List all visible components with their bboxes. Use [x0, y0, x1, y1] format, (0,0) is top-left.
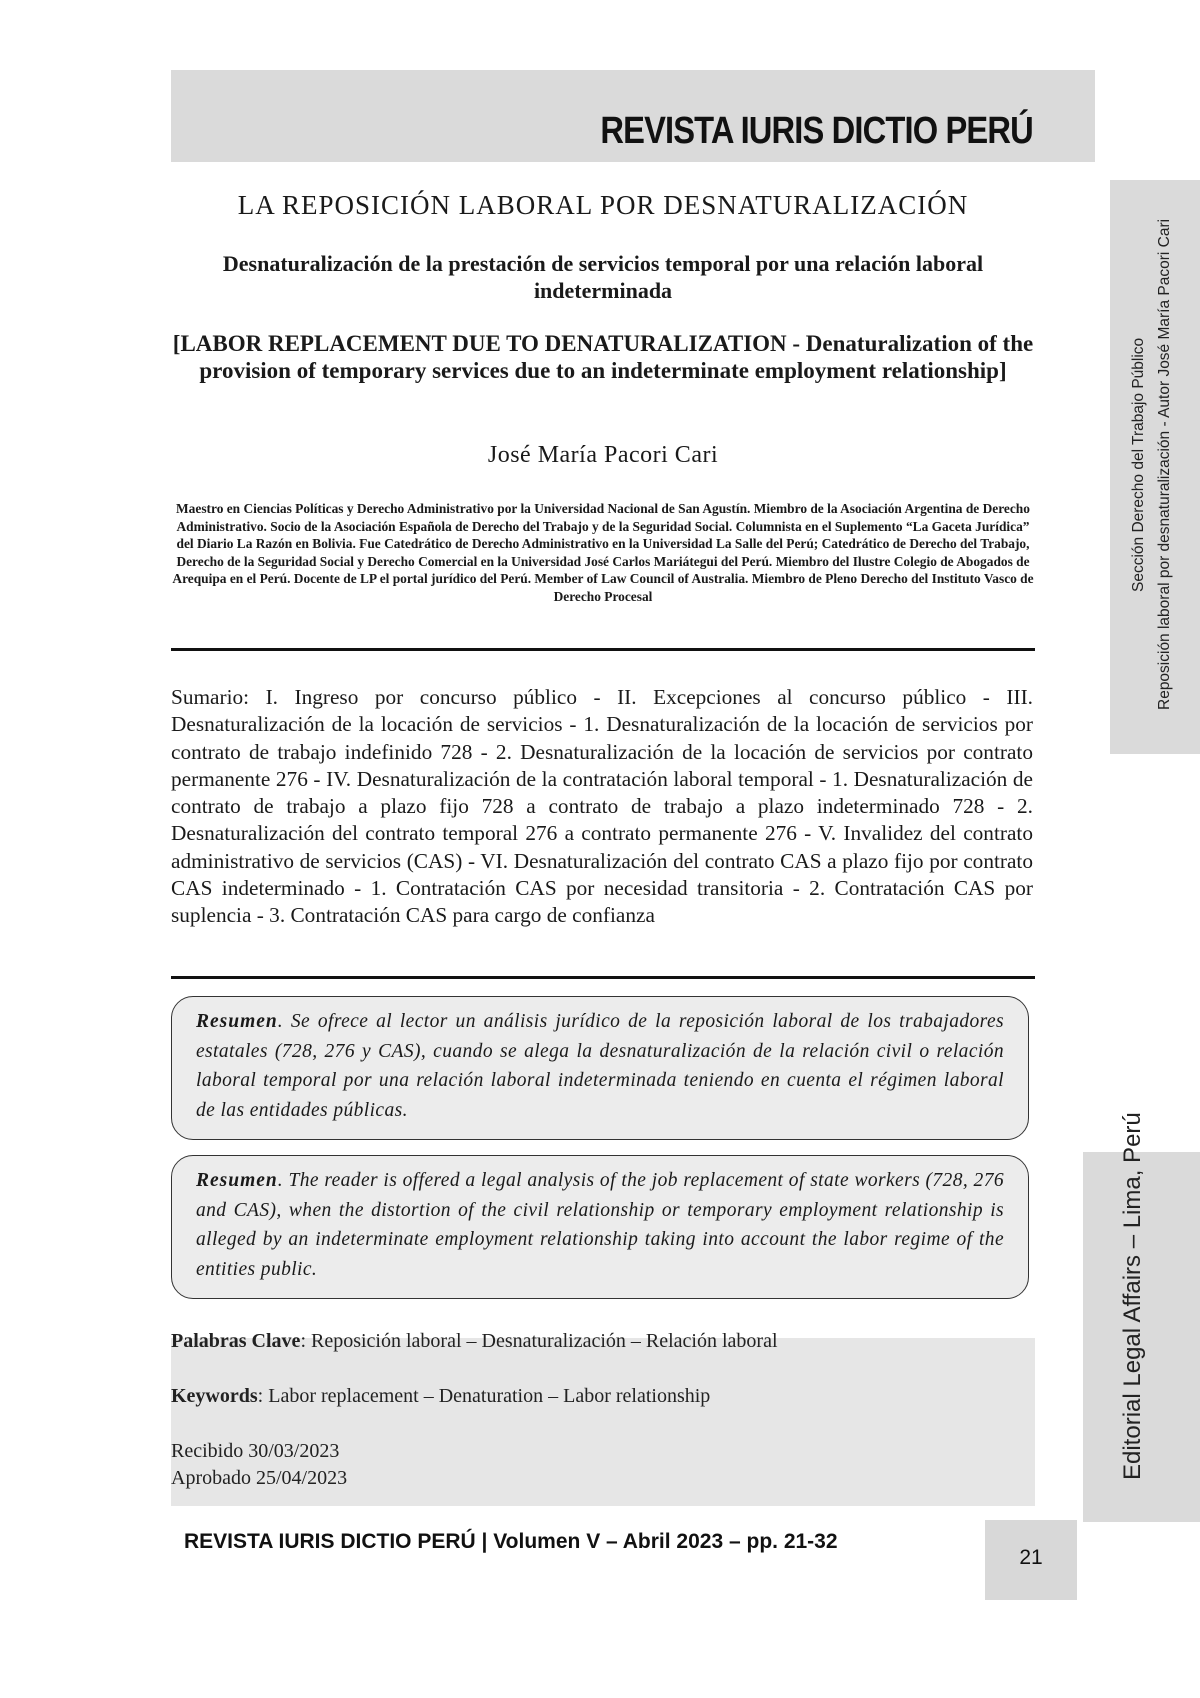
- author-name: José María Pacori Cari: [487, 442, 719, 468]
- side-article-text: Reposición laboral por desnaturalización - Autor José María Pacori Cari: [1156, 218, 1173, 710]
- divider-bottom: [171, 976, 1035, 979]
- abstract-spanish-text: . Se ofrece al lector un análisis jurídico de la reposición laboral de los trabajadores estatales (728, 276 y CAS), cuando se alega la desnaturalización de la relación civil o relación laboral temporal por una relación laboral indeterminada teniendo en cuenta el régimen laboral de las entidades públicas.: [196, 1011, 1004, 1121]
- approved-date: Aprobado 25/04/2023: [171, 1467, 348, 1489]
- side-band-section: [1110, 180, 1200, 754]
- side-band-publisher: [1083, 1112, 1200, 1522]
- keywords-spanish: [171, 1330, 778, 1353]
- subtitle-spanish: Desnaturalización de la prestación de servicios temporal por una relación laboral indeterminada: [222, 251, 984, 303]
- subtitle-english: [LABOR REPLACEMENT DUE TO DENATURALIZATION - Denaturalization of the provision of temporary services due to an indeterminate employment relationship]: [172, 331, 1034, 383]
- abstract-english: [171, 1155, 1029, 1299]
- keywords-english: [171, 1385, 710, 1408]
- journal-title: REVISTA IURIS DICTIO PERÚ: [600, 110, 1033, 152]
- author-bio: Maestro en Ciencias Políticas y Derecho Administrativo por la Universidad Nacional de San Agustín. Miembro de la Asociación Argentina de Derecho Administrativo. Socio de la Asociación Española de Derecho del Trabajo y de la Seguridad Social. Columnista en el Suplemento “La Gaceta Jurídica” del Diario La Razón en Bolivia. Fue Catedrático de Derecho Administrativo en la Universidad La Salle del Perú; Catedrático de Derecho del Trabajo, Derecho de la Seguridad Social y Derecho Comercial en la Universidad José Carlos Mariátegui del Perú. Miembro del Ilustre Colegio de Abogados de Arequipa en el Perú. Docente de LP el portal jurídico del Perú. Member of Law Council of Australia. Miembro de Pleno Derecho del Instituto Vasco de Derecho Procesal: [172, 501, 1034, 604]
- summary: Sumario: I. Ingreso por concurso público - II. Excepciones al concurso público - III. Desnaturalización de la locación de servicios - 1. Desnaturalización de la locación de servicios por contrato de trabajo indefinido 728 - 2. Desnaturalización de la locación de servicios por contrato permanente 276 - IV. Desnaturalización de la contratación laboral temporal - 1. Desnaturalización de contrato de trabajo a plazo fijo 728 a contrato de trabajo a plazo indeterminado 728 - 2. Desnaturalización del contrato temporal 276 a contrato permanente 276 - V. Invalidez del contrato administrativo de servicios (CAS) - VI. Desnaturalización del contrato CAS a plazo fijo por contrato CAS indeterminado - 1. Contratación CAS por necesidad transitoria - 2. Contratación CAS por suplencia - 3. Contratación CAS para cargo de confianza: [171, 685, 1033, 928]
- received-date: Recibido 30/03/2023: [171, 1440, 340, 1462]
- side-section-text: Sección Derecho del Trabajo Público: [1130, 337, 1147, 592]
- divider-top: [171, 648, 1035, 651]
- abstract-spanish: [171, 996, 1029, 1140]
- keywords-english-text: : Labor replacement – Denaturation – Labor relationship: [257, 1385, 711, 1407]
- footer-citation: REVISTA IURIS DICTIO PERÚ | Volumen V – Abril 2023 – pp. 21-32: [184, 1530, 838, 1553]
- page-number: 21: [1019, 1546, 1043, 1569]
- keywords-spanish-label: Palabras Clave: [171, 1330, 301, 1352]
- abstract-english-label: Resumen: [196, 1170, 278, 1191]
- keywords-spanish-text: : Reposición laboral – Desnaturalización – Relación laboral: [300, 1330, 778, 1352]
- page-number-box: [985, 1520, 1077, 1600]
- abstract-english-text: . The reader is offered a legal analysis of the job replacement of state workers (728, 276 and CAS), when the distortion of the civil relationship or temporary employment relationship is alleged by an indeterminate employment relationship taking into account the labor regime of the entities public.: [196, 1170, 1004, 1280]
- side-publisher-text: Editorial Legal Affairs – Lima, Perú: [1119, 1112, 1146, 1480]
- header-band: [171, 70, 1095, 162]
- abstract-spanish-label: Resumen: [196, 1011, 278, 1032]
- keywords-english-label: Keywords: [171, 1385, 258, 1407]
- article-title: LA REPOSICIÓN LABORAL POR DESNATURALIZACIÓN: [237, 190, 969, 220]
